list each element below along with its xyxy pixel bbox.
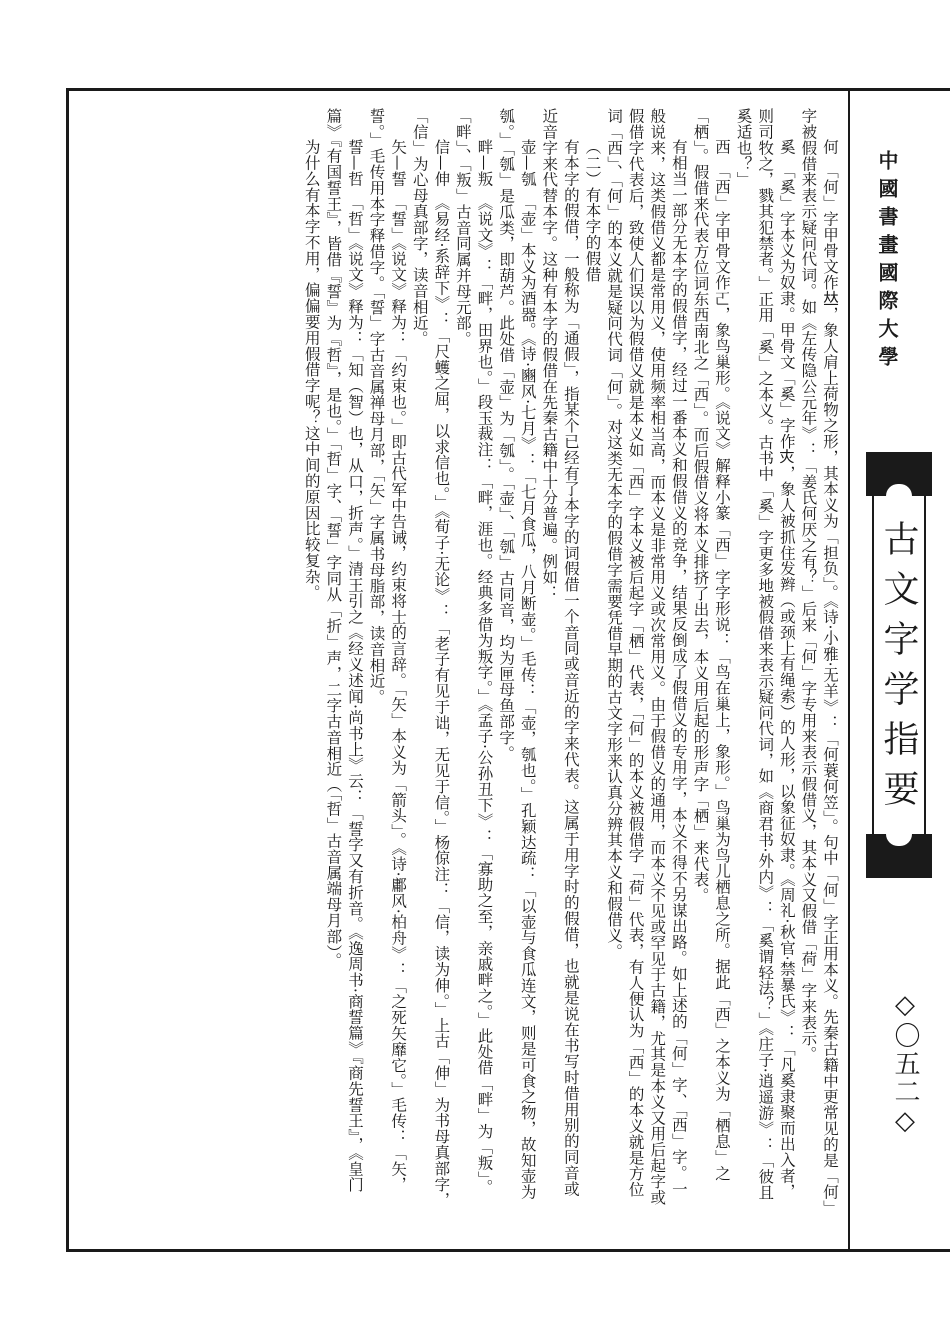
paragraph: 奚 「奚」字本义为奴隶。甲骨文「奚」字作𡗜，象人被抓住发辫（或颈上有绳索）的人形，以象征奴隶。《周礼·秋官·禁暴氏》：「凡奚隶聚而出入者，则司牧之，戮其犯禁者。」正用「奚」之本义。古书中「奚」字更多地被假借来表示疑问代词，如《商君书·外内》：「奚谓轻法？」《庄子·逍遥游》：「彼且奚适也？」 <box>734 108 796 1201</box>
paragraph: 为什么有本字不用，偏偏要用假借字呢？这中间的原因比较复杂。 <box>302 139 321 601</box>
paragraph: 矢—誓 「誓」《说文》释为：「约束也。」即古代军中告诫，约束将士的言辞。「矢」本义为「箭头」。《诗·鄘风·柏舟》：「之死矢靡它。」毛传：「矢，誓。」毛传用本字释借字。「誓」字古音属禅母月部，「矢」字属书母脂部，读音相近。 <box>367 108 408 1193</box>
section-heading: （二）有本字的假借 <box>583 139 602 283</box>
page-number: ◇〇五二◇ <box>890 990 920 1138</box>
paragraph: 誓—哲 「哲」《说文》释为：「知（智）也，从口，折声。」清王引之《经义述闻·尚书上》云：「誓字又有折音。《逸周书·商誓篇》『商先誓王』，《皇门篇》『有国誓王』，皆借『誓』为『哲』，是也。」「哲」字、「誓」字同从「折」声，二字古音相近（「哲」古音属端母月部）。 <box>324 108 364 1193</box>
paragraph: 有本字的假借，一般称为「通假」，指某个已经有了本字的词假借一个音同或音近的字来代表。这属于用字时的假借，也就是说在书写时借用别的同音或近音字来代替本字。这种有本字的假借在先秦古籍中十分普遍。例如： <box>540 108 580 1197</box>
book-title: 古文字学指要 <box>878 520 919 820</box>
paragraph: 畔—叛 《说文》：「畔，田界也。」段玉裁注：「畔，涯也。经典多借为叛字。」《孟子·公孙丑下》：「寡助之至，亲戚畔之。」此处借「畔」为「叛」。「畔」、「叛」古音同属并母元部。 <box>453 108 494 1195</box>
body-text <box>180 108 840 1208</box>
margin-rule <box>848 88 850 1252</box>
school-name: 中國書畫國際大學 <box>875 150 899 374</box>
paragraph: 西 「西」字甲骨文作𠀀，象鸟巢形。《说文》解释小篆「西」字字形说：「鸟在巢上，象形。」鸟巢为鸟儿栖息之所。据此「西」之本义为「栖息」之「栖」。假借来代表方位词东西南北之「西」。而后假借义将本义排挤了出去，本义用后起的形声字「栖」来代表。 <box>691 108 732 1182</box>
title-banner-bottom <box>866 834 932 878</box>
paragraph: 信—伸 《易经·系辞下》：「尺蠖之屈，以求信也。」《荀子·无论》：「老子有见于诎，无见于信。」杨倞注：「信，读为伸。」上古「伸」为书母真部字，「信」为心母真部字，读音相近。 <box>410 108 451 1208</box>
title-banner-top <box>866 452 932 496</box>
paragraph: 何 「何」字甲骨文作𠀤，象人肩上荷物之形，其本义为「担负」。《诗·小雅·无羊》：「何蓑何笠」。句中「何」字正用本义。先秦古籍中更常见的是「何」字被假借来表示疑问代词。如《左传隐公元年》：「姜氏何厌之有？」后来「何」字专用来表示假借义，其本义又假借「荷」字来表示。 <box>799 108 839 1208</box>
paragraph: 壶—瓠 「壶」本义为酒器。《诗·豳风·七月》：「七月食瓜，八月断壶。」毛传：「壶，瓠也。」孔颖达疏：「以壶与食瓜连文，则是可食之物，故知壶为瓠。」「瓠」是瓜类，即葫芦。此处借「壶」为「瓠」。「壶」、「瓠」古同音，均为匣母鱼部字。 <box>497 108 537 1200</box>
paragraph: 有相当一部分无本字的假借字，经过一番本义和假借义的竞争，结果反倒成了假借义的专用字，本义不得不另谋出路。如上述的「何」字、「西」字。一般说来，这类假借义都是常用义，使用频率相当高，而本义是非常用义或次常用义。由于假借义的通用，而本义不见或罕见于古籍，尤其是本义又用后起字或假借字代表后，致使人们误以为假借义就是本义如「西」字本义被后起字「栖」代表，「何」的本义被假借字「荷」代表，有人便认为「西」的本义就是方位词「西」、「何」的本义就是疑问代词「何」。对这类无本字的假借字需要凭借早期的古文字形来认真分辨其本义和假借义。 <box>605 108 688 1206</box>
